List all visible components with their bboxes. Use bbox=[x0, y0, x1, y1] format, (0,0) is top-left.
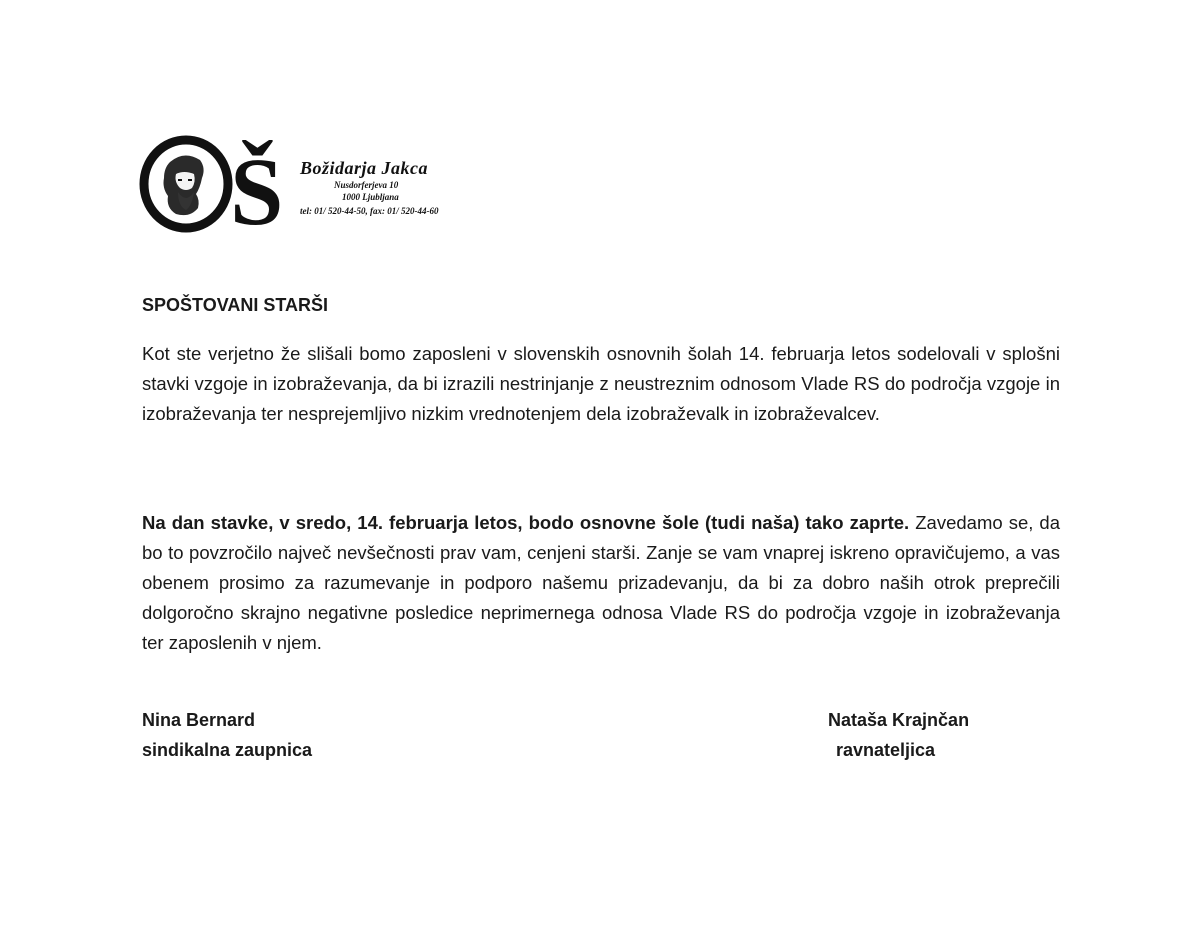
school-address-city: 1000 Ljubljana bbox=[342, 192, 399, 202]
letter-paragraph-2-body: Zavedamo se, da bo to povzročilo največ nevšečnosti prav vam, cenjeni starši. Zanje se vam vnaprej iskreno opravičujemo, a vas obenem prosimo za razumevanje in podporo našemu prizadevanju, da bi za dobro naših otrok preprečili dolgoročno skrajno negativne posledice neprimernega odnosa Vlade RS do področja vzgoje in izobraževanja ter zaposlenih v njem. bbox=[142, 512, 1060, 653]
portrait-illustration bbox=[164, 155, 204, 215]
school-name: Božidarja Jakca bbox=[300, 158, 429, 178]
signature-left-name: Nina Bernard bbox=[142, 710, 256, 730]
letter-paragraph-1: Kot ste verjetno že slišali bomo zaposleni v slovenskih osnovnih šolah 14. februarja letos sodelovali v splošni stavki vzgoje in izobraževanja, da bi izrazili nestrinjanje z neustreznim odnosom Vlade RS do področja vzgoje in izobraževanja ter nesprejemljivo nizkim vrednotenjem dela izobraževalk in izobraževalcev. bbox=[142, 343, 1060, 424]
signature-left bbox=[142, 705, 312, 765]
signature-left-role: sindikalna zaupnica bbox=[142, 740, 313, 760]
strike-announcement: Na dan stavke, v sredo, 14. februarja letos, bodo osnovne šole (tudi naša) tako zaprte. bbox=[142, 512, 910, 533]
svg-text:Š: Š bbox=[230, 138, 284, 234]
school-logo-text bbox=[300, 158, 438, 217]
letter-paragraph-2 bbox=[142, 508, 1060, 658]
signature-right bbox=[828, 705, 969, 765]
school-address-street: Nusdorferjeva 10 bbox=[334, 180, 399, 190]
school-logo bbox=[138, 128, 458, 234]
school-logo-emblem bbox=[138, 128, 298, 234]
signature-right-name: Nataša Krajnčan bbox=[828, 710, 970, 730]
letter-heading: SPOŠTOVANI STARŠI bbox=[142, 295, 329, 315]
school-contact: tel: 01/ 520-44-50, fax: 01/ 520-44-60 bbox=[300, 206, 439, 216]
signature-right-role: ravnateljica bbox=[836, 740, 936, 760]
